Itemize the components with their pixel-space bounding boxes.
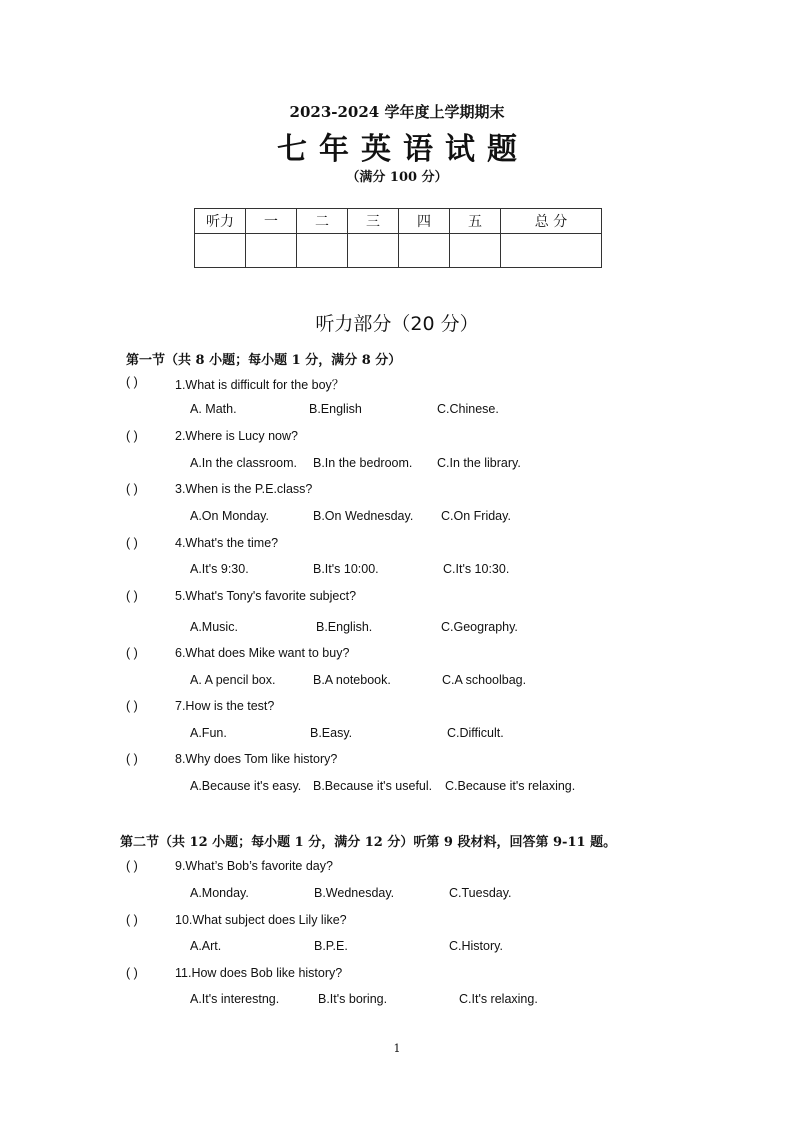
exam-subtitle: 2023-2024 学年度上学期期末 <box>289 103 505 121</box>
option-c: C.On Friday. <box>441 509 511 523</box>
option-b: B.English. <box>316 620 373 634</box>
question-text: 9.What’s Bob’s favorite day? <box>175 859 333 873</box>
answer-blank: ( ) <box>126 429 138 443</box>
option-c: C.It's relaxing. <box>459 992 538 1006</box>
option-b: B.Because it's useful. <box>313 779 433 793</box>
question-text: 5.What's Tony's favorite subject? <box>175 589 357 603</box>
answer-blank: ( ) <box>126 699 138 713</box>
option-c: C.Tuesday. <box>449 886 512 900</box>
score-table-blank-row <box>195 234 602 268</box>
score-header-5: 五 <box>450 209 501 234</box>
option-b: B.It's boring. <box>318 992 388 1006</box>
option-a: A.On Monday. <box>190 509 269 523</box>
answer-blank: ( ) <box>126 536 138 550</box>
answer-blank: ( ) <box>126 482 138 496</box>
option-a: A.Fun. <box>190 726 227 740</box>
option-a: A.It's interestng. <box>190 992 280 1006</box>
score-cell <box>195 234 246 268</box>
answer-blank: ( ) <box>126 966 138 980</box>
score-cell <box>297 234 348 268</box>
score-cell <box>399 234 450 268</box>
question-text: 6.What does Mike want to buy? <box>175 646 350 660</box>
answer-blank: ( ) <box>126 859 138 873</box>
question-text: 7.How is the test? <box>175 699 275 713</box>
score-header-3: 三 <box>348 209 399 234</box>
option-b: B.On Wednesday. <box>313 509 414 523</box>
score-header-4: 四 <box>399 209 450 234</box>
exam-title: 七年英语试题 <box>277 132 529 167</box>
question-text: 3.When is the P.E.class? <box>175 482 313 496</box>
score-table-header-row <box>195 209 602 234</box>
option-c: C.A schoolbag. <box>442 673 527 687</box>
option-a: A.Art. <box>190 939 222 953</box>
answer-blank: ( ) <box>126 589 138 603</box>
option-a: A.It's 9:30. <box>190 562 249 576</box>
option-c: C.It's 10:30. <box>443 562 510 576</box>
question-text: 11.How does Bob like history? <box>175 966 343 980</box>
option-b: B.Wednesday. <box>314 886 395 900</box>
question-text: 1.What is difficult for the boy？ <box>175 378 345 392</box>
option-a: A. Math. <box>190 402 237 416</box>
score-header-1: 一 <box>246 209 297 234</box>
score-header-2: 二 <box>297 209 348 234</box>
score-header-total: 总 分 <box>501 209 602 234</box>
question-text: 10.What subject does Lily like? <box>175 913 347 927</box>
option-c: C.Geography. <box>441 620 518 634</box>
answer-blank: ( ) <box>126 913 138 927</box>
answer-blank: ( ) <box>126 646 138 660</box>
part1-heading: 第一节（共 8 小题；每小题 1 分，满分 8 分） <box>126 353 402 368</box>
answer-blank: ( ) <box>126 375 138 389</box>
score-cell <box>246 234 297 268</box>
score-cell <box>501 234 602 268</box>
score-cell <box>450 234 501 268</box>
score-header-listening: 听力 <box>195 209 246 234</box>
option-a: A.Monday. <box>190 886 249 900</box>
option-b: B.Easy. <box>310 726 353 740</box>
option-a: A.Music. <box>190 620 238 634</box>
option-c: C.Difficult. <box>447 726 504 740</box>
score-cell <box>348 234 399 268</box>
part2-heading: 第二节（共 12 小题；每小题 1 分，满分 12 分）听第 9 段材料，回答第 9-11 题。 <box>120 835 617 850</box>
listening-section-title: 听力部分（20 分） <box>315 313 479 335</box>
score-table <box>194 208 602 268</box>
option-a: A.Because it's easy. <box>190 779 302 793</box>
question-text: 4.What's the time? <box>175 536 279 550</box>
option-a: A.In the classroom. <box>190 456 297 470</box>
option-c: C.Chinese. <box>437 402 499 416</box>
option-b: B.In the bedroom. <box>313 456 413 470</box>
option-c: C.Because it's relaxing. <box>445 779 576 793</box>
option-a: A. A pencil box. <box>190 673 276 687</box>
question-text: 8.Why does Tom like history? <box>175 752 338 766</box>
option-b: B.P.E. <box>314 939 348 953</box>
question-text: 2.Where is Lucy now? <box>175 429 298 443</box>
page-number: 1 <box>393 1042 401 1055</box>
full-marks: （满分 100 分） <box>346 170 448 185</box>
option-b: B.English <box>309 402 362 416</box>
option-b: B.It's 10:00. <box>313 562 379 576</box>
answer-blank: ( ) <box>126 752 138 766</box>
option-c: C.History. <box>449 939 503 953</box>
option-b: B.A notebook. <box>313 673 391 687</box>
option-c: C.In the library. <box>437 456 521 470</box>
